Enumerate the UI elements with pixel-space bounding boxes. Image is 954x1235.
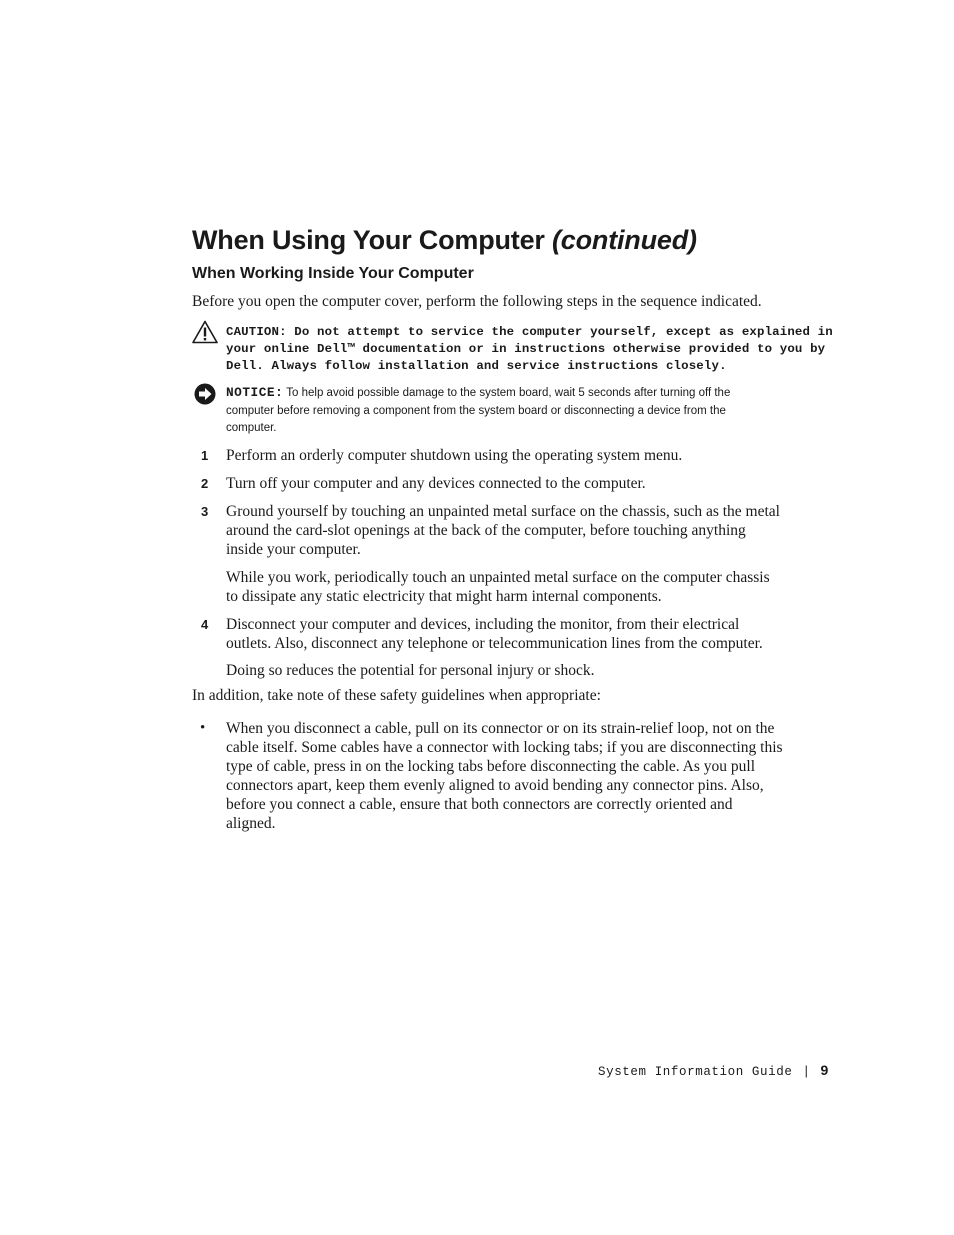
step-number: 4 bbox=[201, 617, 209, 632]
footer-guide-title: System Information Guide bbox=[598, 1065, 793, 1079]
step-text bbox=[226, 615, 802, 653]
notice-text bbox=[226, 384, 802, 438]
step-subparagraph bbox=[226, 568, 802, 606]
step-number: 3 bbox=[201, 504, 209, 519]
step-line: Disconnect your computer and devices, including the monitor, from their electrical bbox=[226, 616, 740, 633]
step-text: Perform an orderly computer shutdown using the operating system menu. bbox=[226, 447, 683, 464]
notice-block bbox=[192, 382, 800, 438]
notice-arrow-icon bbox=[194, 383, 216, 409]
step-subparagraph bbox=[226, 661, 802, 680]
step-number: 1 bbox=[201, 448, 209, 463]
notice-line: To help avoid possible damage to the system board, wait 5 seconds after turning off the bbox=[286, 387, 731, 399]
step-text: Turn off your computer and any devices connected to the computer. bbox=[226, 475, 646, 492]
step-line: Doing so reduces the potential for personal injury or shock. bbox=[226, 662, 595, 679]
caution-line: CAUTION: Do not attempt to service the computer yourself, except as explained in bbox=[226, 325, 833, 339]
bullet-symbol: • bbox=[200, 720, 206, 736]
notice-line: computer. bbox=[226, 422, 277, 434]
bullet-line: When you disconnect a cable, pull on its connector or on its strain-relief loop, not on the bbox=[226, 720, 775, 737]
page-title-continued: (continued) bbox=[552, 225, 697, 255]
warning-triangle-icon bbox=[192, 320, 218, 348]
page-title-main: When Using Your Computer bbox=[192, 225, 553, 255]
intro-paragraph: Before you open the computer cover, perform the following steps in the sequence indicated. bbox=[192, 293, 762, 310]
bullet-text bbox=[226, 719, 802, 833]
step-text bbox=[226, 502, 802, 559]
notice-line: computer before removing a component from the system board or disconnecting a device from the bbox=[226, 404, 726, 417]
footer-separator: | bbox=[802, 1065, 811, 1079]
step-number: 2 bbox=[201, 476, 209, 491]
step-line: to dissipate any static electricity that might harm internal components. bbox=[226, 588, 662, 605]
addition-paragraph: In addition, take note of these safety guidelines when appropriate: bbox=[192, 687, 601, 704]
page-footer bbox=[598, 1061, 828, 1081]
section-heading: When Working Inside Your Computer bbox=[192, 265, 474, 282]
step-line: Ground yourself by touching an unpainted metal surface on the chassis, such as the metal bbox=[226, 503, 780, 520]
bullet-line: connectors apart, keep them evenly aligned to avoid bending any connector pins. Also, bbox=[226, 777, 764, 794]
caution-block bbox=[192, 320, 833, 376]
step-line: inside your computer. bbox=[226, 541, 361, 558]
bullet-line: cable itself. Some cables have a connector with locking tabs; if you are disconnecting this bbox=[226, 739, 783, 756]
bullet-line: aligned. bbox=[226, 815, 276, 832]
caution-line: Dell. Always follow installation and service instructions closely. bbox=[226, 359, 727, 373]
caution-text bbox=[226, 324, 833, 375]
bullet-line: type of cable, press in on the locking tabs before disconnecting the cable. As you pull bbox=[226, 758, 756, 775]
step-line: outlets. Also, disconnect any telephone or telecommunication lines from the computer. bbox=[226, 635, 763, 652]
step-line: around the card-slot openings at the back of the computer, before touching anything bbox=[226, 522, 746, 539]
notice-label: NOTICE: bbox=[226, 385, 284, 400]
page-title bbox=[192, 222, 697, 258]
caution-line: your online Dell™ documentation or in instructions otherwise provided to you by bbox=[226, 342, 826, 356]
bullet-line: before you connect a cable, ensure that both connectors are correctly oriented and bbox=[226, 796, 733, 813]
page-number: 9 bbox=[820, 1062, 829, 1078]
step-line: While you work, periodically touch an unpainted metal surface on the computer chassis bbox=[226, 569, 770, 586]
